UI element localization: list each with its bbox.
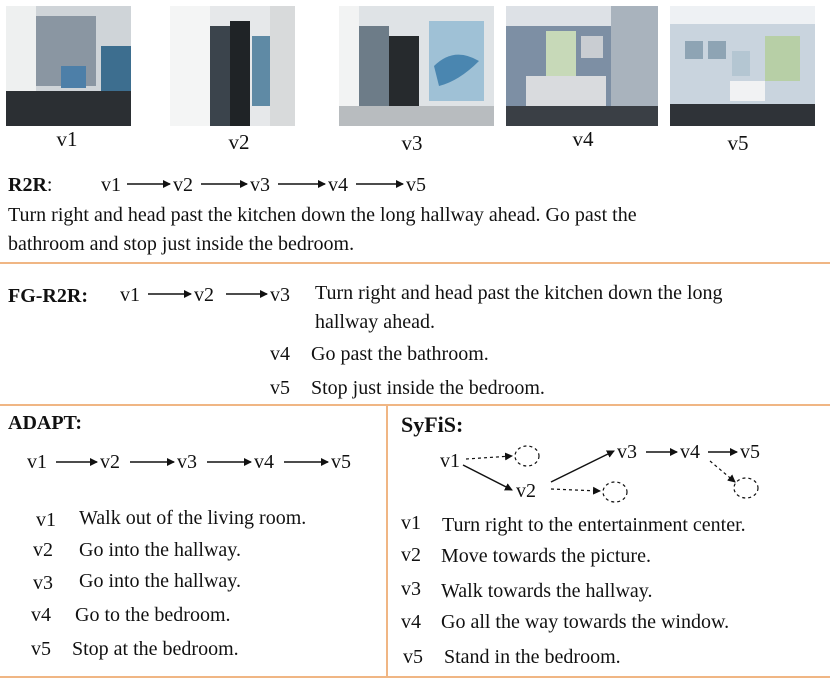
view-photo-v3 — [339, 6, 494, 126]
adapt-step-node: v4 — [31, 604, 51, 626]
adapt-step-node: v5 — [31, 638, 51, 660]
syfis-step-node: v1 — [401, 512, 421, 534]
syfis-node-v5: v5 — [740, 441, 760, 463]
adapt-step-text: Walk out of the living room. — [79, 507, 307, 529]
fgr2r-step1-line1: Turn right and head past the kitchen down the long — [315, 282, 723, 304]
syfis-step-node: v4 — [401, 611, 421, 633]
syfis-step-node: v2 — [401, 544, 421, 566]
r2r-node-v1: v1 — [101, 174, 121, 196]
r2r-node-v4: v4 — [328, 174, 348, 196]
adapt-node-v3: v3 — [177, 451, 197, 473]
adapt-step-text: Go into the hallway. — [79, 539, 242, 561]
r2r-node-v3: v3 — [250, 174, 270, 196]
fgr2r-step3-node: v5 — [270, 377, 290, 399]
adapt-node-v5: v5 — [331, 451, 351, 473]
r2r-node-v2: v2 — [173, 174, 193, 196]
divider-vertical — [386, 405, 388, 677]
adapt-step-text: Go into the hallway. — [79, 570, 242, 592]
adapt-step-text: Stop at the bedroom. — [72, 638, 239, 660]
fgr2r-step1-line2: hallway ahead. — [315, 311, 435, 333]
syfis-step-text: Move towards the picture. — [441, 545, 651, 567]
syfis-arrow — [463, 465, 512, 490]
adapt-label: ADAPT: — [8, 412, 83, 434]
r2r-node-v5: v5 — [406, 174, 426, 196]
syfis-node-v4: v4 — [680, 441, 700, 463]
syfis-step-text: Turn right to the entertainment center. — [442, 514, 746, 536]
syfis-step-text: Stand in the bedroom. — [444, 646, 621, 668]
syfis-candidate-node — [515, 446, 539, 466]
adapt-node-v1: v1 — [27, 451, 47, 473]
photo-label-v3: v3 — [401, 131, 423, 155]
syfis-node-v1: v1 — [440, 450, 460, 472]
adapt-step-node: v1 — [36, 509, 56, 531]
syfis-step-text: Go all the way towards the window. — [441, 611, 730, 633]
r2r-instruction-line2: bathroom and stop just inside the bedroom. — [8, 233, 355, 255]
divider-bottom — [0, 676, 830, 678]
r2r-colon: : — [46, 174, 53, 196]
syfis-node-v3: v3 — [617, 441, 637, 463]
syfis-step-text: Walk towards the hallway. — [441, 580, 653, 602]
fgr2r-node-v3: v3 — [270, 284, 290, 306]
fgr2r-step2-node: v4 — [270, 343, 290, 365]
syfis-label: SyFiS: — [401, 412, 464, 437]
adapt-node-v4: v4 — [254, 451, 274, 473]
view-photo-v1 — [6, 6, 131, 126]
adapt-step-node: v2 — [33, 539, 53, 561]
syfis-dashed-arrow — [551, 489, 600, 491]
fgr2r-step2-text: Go past the bathroom. — [311, 343, 489, 365]
view-photo-v4 — [506, 6, 658, 126]
fgr2r-step3-text: Stop just inside the bedroom. — [311, 377, 545, 399]
fgr2r-label: FG-R2R: — [8, 285, 88, 307]
adapt-step-text: Go to the bedroom. — [75, 604, 231, 626]
syfis-arrow — [551, 451, 614, 482]
adapt-node-v2: v2 — [100, 451, 120, 473]
fgr2r-node-v2: v2 — [194, 284, 214, 306]
photo-label-v1: v1 — [56, 127, 78, 151]
syfis-candidate-node — [734, 478, 758, 498]
syfis-node-v2: v2 — [516, 480, 536, 502]
syfis-dashed-arrow — [710, 461, 735, 482]
r2r-instruction-line1: Turn right and head past the kitchen down the long hallway ahead. Go past the — [8, 204, 637, 226]
syfis-step-node: v5 — [403, 646, 423, 668]
r2r-heading — [8, 173, 52, 197]
r2r-label: R2R — [8, 174, 47, 196]
fgr2r-node-v1: v1 — [120, 284, 140, 306]
syfis-candidate-node — [603, 482, 627, 502]
syfis-step-node: v3 — [401, 578, 421, 600]
view-photo-v5 — [670, 6, 815, 126]
syfis-dashed-arrow — [466, 456, 512, 459]
adapt-step-node: v3 — [33, 572, 53, 594]
view-photo-v2 — [170, 6, 295, 126]
photo-label-v4: v4 — [572, 127, 594, 151]
divider-r2r — [0, 262, 830, 264]
photo-label-v5: v5 — [727, 131, 749, 155]
divider-fgr2r — [0, 404, 830, 406]
photo-label-v2: v2 — [228, 130, 250, 154]
